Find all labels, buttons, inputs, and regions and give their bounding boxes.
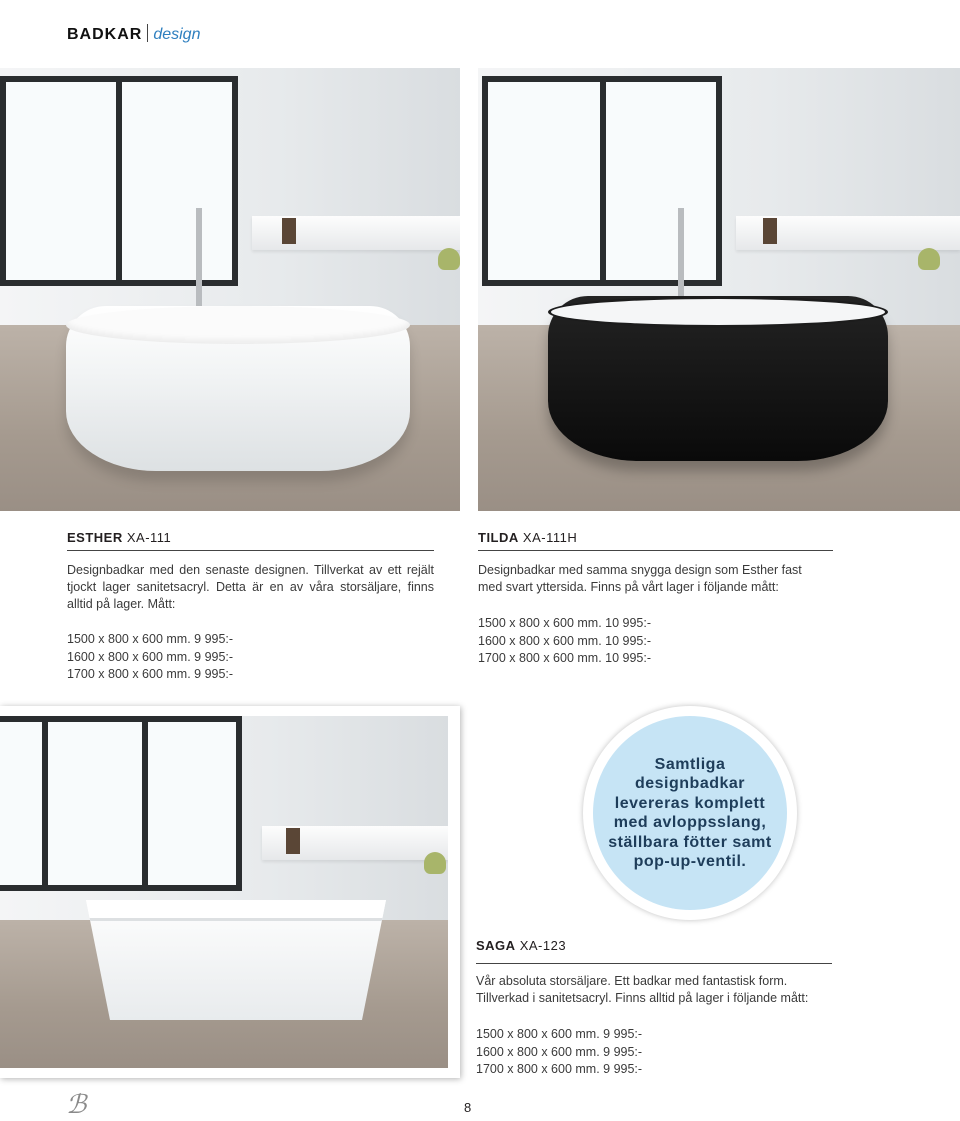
tilda-photo — [478, 68, 960, 511]
saga-name: SAGA — [476, 938, 516, 953]
saga-size-3: 1700 x 800 x 600 mm. 9 995:- — [476, 1062, 643, 1076]
saga-description — [476, 973, 836, 1007]
saga-photo-frame — [0, 706, 460, 1078]
saga-sizes — [476, 1026, 642, 1079]
tilda-size-3: 1700 x 800 x 600 mm. 10 995:- — [478, 651, 652, 665]
tilda-rule — [478, 550, 833, 551]
saga-title — [476, 938, 566, 953]
esther-sizes — [67, 631, 233, 684]
info-badge-fill — [593, 716, 787, 910]
tilda-sizes — [478, 615, 651, 668]
esther-code: XA-111 — [126, 530, 172, 545]
esther-size-1: 1500 x 800 x 600 mm. 9 995:- — [67, 632, 234, 646]
tilda-title — [478, 530, 577, 545]
esther-photo — [0, 68, 460, 511]
saga-size-1: 1500 x 800 x 600 mm. 9 995:- — [476, 1027, 643, 1041]
esther-name: ESTHER — [67, 530, 123, 545]
header-section: design — [153, 26, 201, 43]
page-header — [67, 24, 200, 44]
info-badge — [583, 706, 797, 920]
saga-description-line-1: Vår absoluta storsäljare. Ett badkar med fantastisk form. — [476, 974, 788, 988]
tilda-code: XA-111H — [522, 530, 578, 545]
saga-photo — [0, 716, 448, 1068]
tilda-description: Designbadkar med samma snygga design som Esther fast med svart yttersida. Finns på vårt lager i följande mått: — [478, 563, 802, 594]
esther-rule — [67, 550, 434, 551]
saga-size-2: 1600 x 800 x 600 mm. 9 995:- — [476, 1044, 643, 1059]
info-badge-text: Samtliga designbadkar levereras komplett med avloppsslang, ställbara fötter samt pop-up-ventil. — [608, 755, 772, 870]
esther-size-3: 1700 x 800 x 600 mm. 9 995:- — [67, 667, 234, 681]
tilda-size-2: 1600 x 800 x 600 mm. 10 995:- — [478, 633, 652, 648]
header-divider — [147, 24, 148, 42]
page-number: 8 — [464, 1100, 472, 1115]
esther-description: Designbadkar med den senaste designen. Tillverkat av ett rejält tjockt lager sanitetsacryl. Detta är en av våra storsäljare, finns alltid på lager. Mått: — [67, 563, 434, 611]
saga-code: XA-123 — [519, 938, 567, 953]
saga-description-line-2: Tillverkad i sanitetsacryl. Finns alltid på lager i följande mått: — [476, 991, 809, 1005]
esther-size-2: 1600 x 800 x 600 mm. 9 995:- — [67, 649, 234, 664]
tilda-size-1: 1500 x 800 x 600 mm. 10 995:- — [478, 616, 652, 630]
brand-logo: ℬ — [66, 1090, 87, 1120]
header-brand: BADKAR — [67, 26, 143, 43]
tilda-name: TILDA — [478, 530, 519, 545]
saga-rule — [476, 963, 832, 964]
esther-title — [67, 530, 171, 545]
